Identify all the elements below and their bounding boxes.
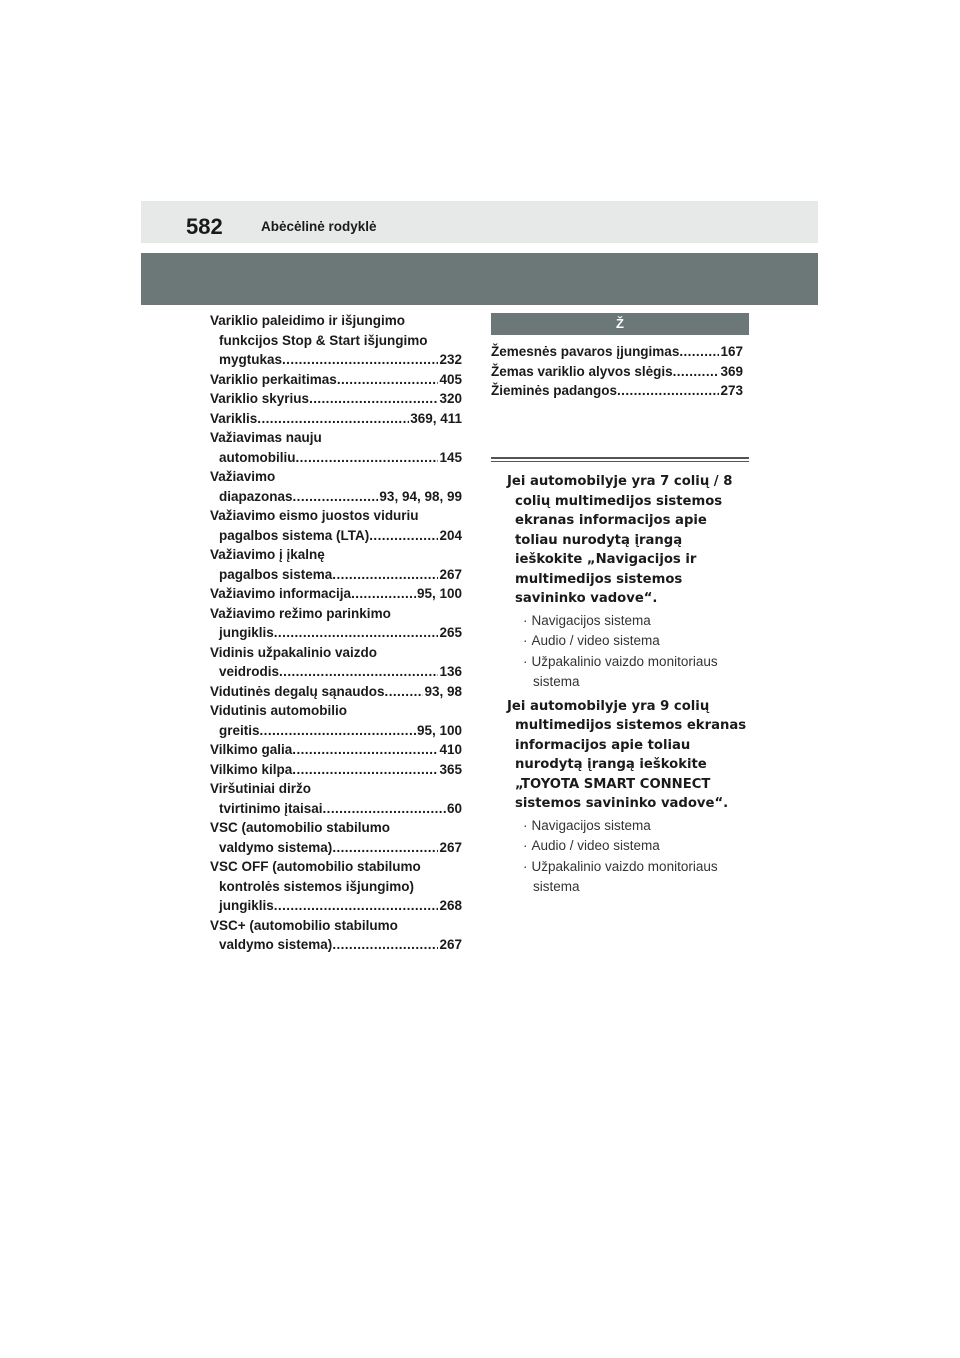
leader-dots	[292, 740, 438, 760]
double-rule-divider	[491, 457, 749, 462]
index-page-ref: 365	[439, 761, 462, 777]
index-entry-text: VSC OFF (automobilio stabilumo	[210, 859, 421, 874]
leader-dots	[679, 342, 719, 362]
index-page-ref: 320	[439, 391, 462, 406]
index-entry	[491, 362, 743, 382]
leader-dots	[617, 381, 719, 401]
page-header-bar	[141, 201, 818, 243]
index-entry	[210, 643, 462, 682]
index-entry-text: valdymo sistema)	[219, 839, 333, 855]
index-entry	[210, 506, 462, 545]
index-page-ref: 410	[439, 742, 462, 757]
index-entry-text: Vidinis užpakalinio vaizdo	[210, 644, 378, 660]
note-item	[517, 652, 747, 693]
index-entry-text: pagalbos sistema (LTA)	[219, 527, 370, 543]
index-entry-text: Važiavimo eismo juostos viduriu	[210, 508, 419, 523]
note-title: Jei automobilyje yra 7 colių / 8 colių multimedijos sistemos ekranas informacijos apie toliau nurodytą įrangą ieškokite „Navigacijos ir multimedijos sistemos savininko vadove“.	[507, 474, 733, 606]
index-entry-text: jungiklis	[219, 898, 274, 913]
bullet-icon: ·	[523, 817, 528, 833]
index-entry	[210, 701, 462, 740]
index-entry-text: Važiavimo į įkalnę	[210, 547, 325, 562]
index-entry	[210, 311, 462, 370]
index-entry-text: greitis	[219, 722, 260, 738]
index-entry-text: kontrolės sistemos išjungimo)	[219, 878, 415, 894]
bullet-icon: ·	[523, 858, 528, 874]
index-entry	[210, 545, 462, 584]
index-column-left	[210, 311, 462, 955]
bullet-icon: ·	[523, 838, 528, 853]
index-entry	[210, 760, 462, 780]
leader-dots	[332, 565, 438, 585]
index-page-ref: 136	[439, 664, 462, 679]
index-entry-text: automobiliu	[219, 449, 296, 465]
index-entry	[210, 857, 462, 916]
index-entry-text: funkcijos Stop & Start išjungimo	[219, 332, 428, 348]
index-entry-text: Variklio paleidimo ir išjungimo	[210, 313, 406, 328]
index-entry	[491, 381, 743, 401]
index-page-ref: 265	[439, 625, 462, 640]
index-page-ref: 405	[439, 371, 462, 387]
leader-dots	[296, 448, 439, 468]
note-item-text: Užpakalinio vaizdo monitoriaus sistema	[531, 858, 718, 894]
note-item-text: Audio / video sistema	[531, 633, 660, 648]
index-entry	[210, 779, 462, 818]
index-entry-text: mygtukas	[219, 352, 283, 367]
index-page-ref: 93, 94, 98, 99	[379, 488, 462, 504]
index-entry	[491, 342, 743, 362]
index-entry-text: VSC+ (automobilio stabilumo	[210, 917, 398, 933]
leader-dots	[673, 362, 720, 382]
index-entry-text: diapazonas	[219, 488, 293, 504]
index-entry-text: Žemesnės pavaros įjungimas	[491, 344, 680, 359]
note-item-text: Navigacijos sistema	[531, 612, 651, 628]
index-entry-text: Žieminės padangos	[491, 383, 618, 398]
note-item	[517, 631, 747, 652]
index-entry	[210, 409, 462, 429]
section-band	[141, 253, 818, 305]
index-entry-text: Važiavimo	[210, 469, 276, 484]
leader-dots	[309, 389, 438, 409]
index-page-ref: 60	[446, 800, 462, 816]
index-page-ref: 273	[720, 383, 743, 398]
index-entry-text: pagalbos sistema	[219, 566, 333, 582]
index-entry-text: Viršutiniai diržo	[210, 781, 312, 796]
bullet-icon: ·	[523, 633, 528, 648]
index-page-ref: 369	[720, 363, 743, 379]
note-item	[517, 816, 747, 837]
index-entry	[210, 604, 462, 643]
index-page-ref: 95, 100	[416, 722, 462, 738]
leader-dots	[274, 623, 439, 643]
bullet-icon: ·	[523, 653, 528, 669]
leader-dots	[351, 584, 416, 604]
page-number: 582	[186, 214, 223, 239]
index-page-ref: 145	[439, 449, 462, 465]
note-item-list	[507, 816, 747, 898]
leader-dots	[282, 350, 438, 370]
index-entry-text: Variklio perkaitimas	[210, 371, 337, 387]
index-entry-text: Vidutinės degalų sąnaudos	[210, 683, 385, 699]
note-item-text: Užpakalinio vaizdo monitoriaus sistema	[531, 653, 718, 689]
leader-dots	[257, 409, 409, 429]
note-item	[517, 611, 747, 632]
index-entry-text: veidrodis	[219, 664, 280, 679]
leader-dots	[323, 799, 446, 819]
index-page-ref: 204	[439, 527, 462, 543]
note-item-text: Navigacijos sistema	[531, 817, 651, 833]
index-entry	[210, 389, 462, 409]
page-title: Abėcėlinė rodyklė	[261, 219, 377, 234]
index-page-ref: 369, 411	[410, 410, 462, 426]
note-item-text: Audio / video sistema	[531, 838, 660, 853]
index-page-ref: 232	[439, 352, 462, 367]
index-entry-text: Vilkimo galia	[210, 742, 293, 757]
index-entry	[210, 818, 462, 857]
index-entry	[210, 916, 462, 955]
leader-dots	[385, 682, 424, 702]
index-entry-text: Vidutinis automobilio	[210, 703, 347, 718]
index-page-ref: 267	[439, 839, 462, 855]
leader-dots	[292, 760, 438, 780]
index-entry-text: Važiavimo informacija	[210, 586, 352, 601]
index-entry-text: Važiavimas nauju	[210, 430, 322, 445]
section-letter-bar: Ž	[491, 313, 749, 335]
index-entry-text: tvirtinimo įtaisai	[219, 800, 323, 816]
leader-dots	[337, 370, 439, 390]
index-page-ref: 93, 98	[424, 683, 462, 699]
leader-dots	[260, 721, 416, 741]
leader-dots	[332, 935, 438, 955]
note-item	[517, 836, 747, 857]
leader-dots	[293, 487, 379, 507]
index-page-ref: 95, 100	[416, 586, 462, 601]
index-page-ref: 267	[439, 566, 462, 582]
leader-dots	[274, 896, 439, 916]
index-page-ref: 268	[439, 898, 462, 913]
note-item	[517, 857, 747, 898]
index-entry	[210, 740, 462, 760]
index-column-right	[491, 342, 743, 401]
index-entry-text: VSC (automobilio stabilumo	[210, 820, 391, 835]
leader-dots	[332, 838, 438, 858]
bullet-icon: ·	[523, 612, 528, 628]
index-entry	[210, 370, 462, 390]
index-page-ref: 267	[439, 937, 462, 952]
index-entry	[210, 584, 462, 604]
multimedia-notes	[507, 472, 747, 902]
index-page-ref: 167	[720, 344, 743, 359]
note-item-list	[507, 611, 747, 693]
leader-dots	[279, 662, 438, 682]
index-entry-text: Variklio skyrius	[210, 391, 310, 406]
index-entry	[210, 467, 462, 506]
index-entry	[210, 428, 462, 467]
index-entry-text: Važiavimo režimo parinkimo	[210, 605, 391, 621]
index-entry-text: valdymo sistema)	[219, 937, 333, 952]
index-entry-text: Vilkimo kilpa	[210, 761, 293, 777]
note-title: Jei automobilyje yra 9 colių multimedijos sistemos ekranas informacijos apie toliau nurodytą įrangą ieškokite „TOYOTA SMART CONNECT sistemos savininko vadove“.	[507, 698, 747, 811]
index-entry	[210, 682, 462, 702]
index-entry-text: Variklis	[210, 410, 258, 426]
index-entry-text: jungiklis	[219, 625, 274, 640]
leader-dots	[369, 526, 438, 546]
index-entry-text: Žemas variklio alyvos slėgis	[491, 363, 673, 379]
